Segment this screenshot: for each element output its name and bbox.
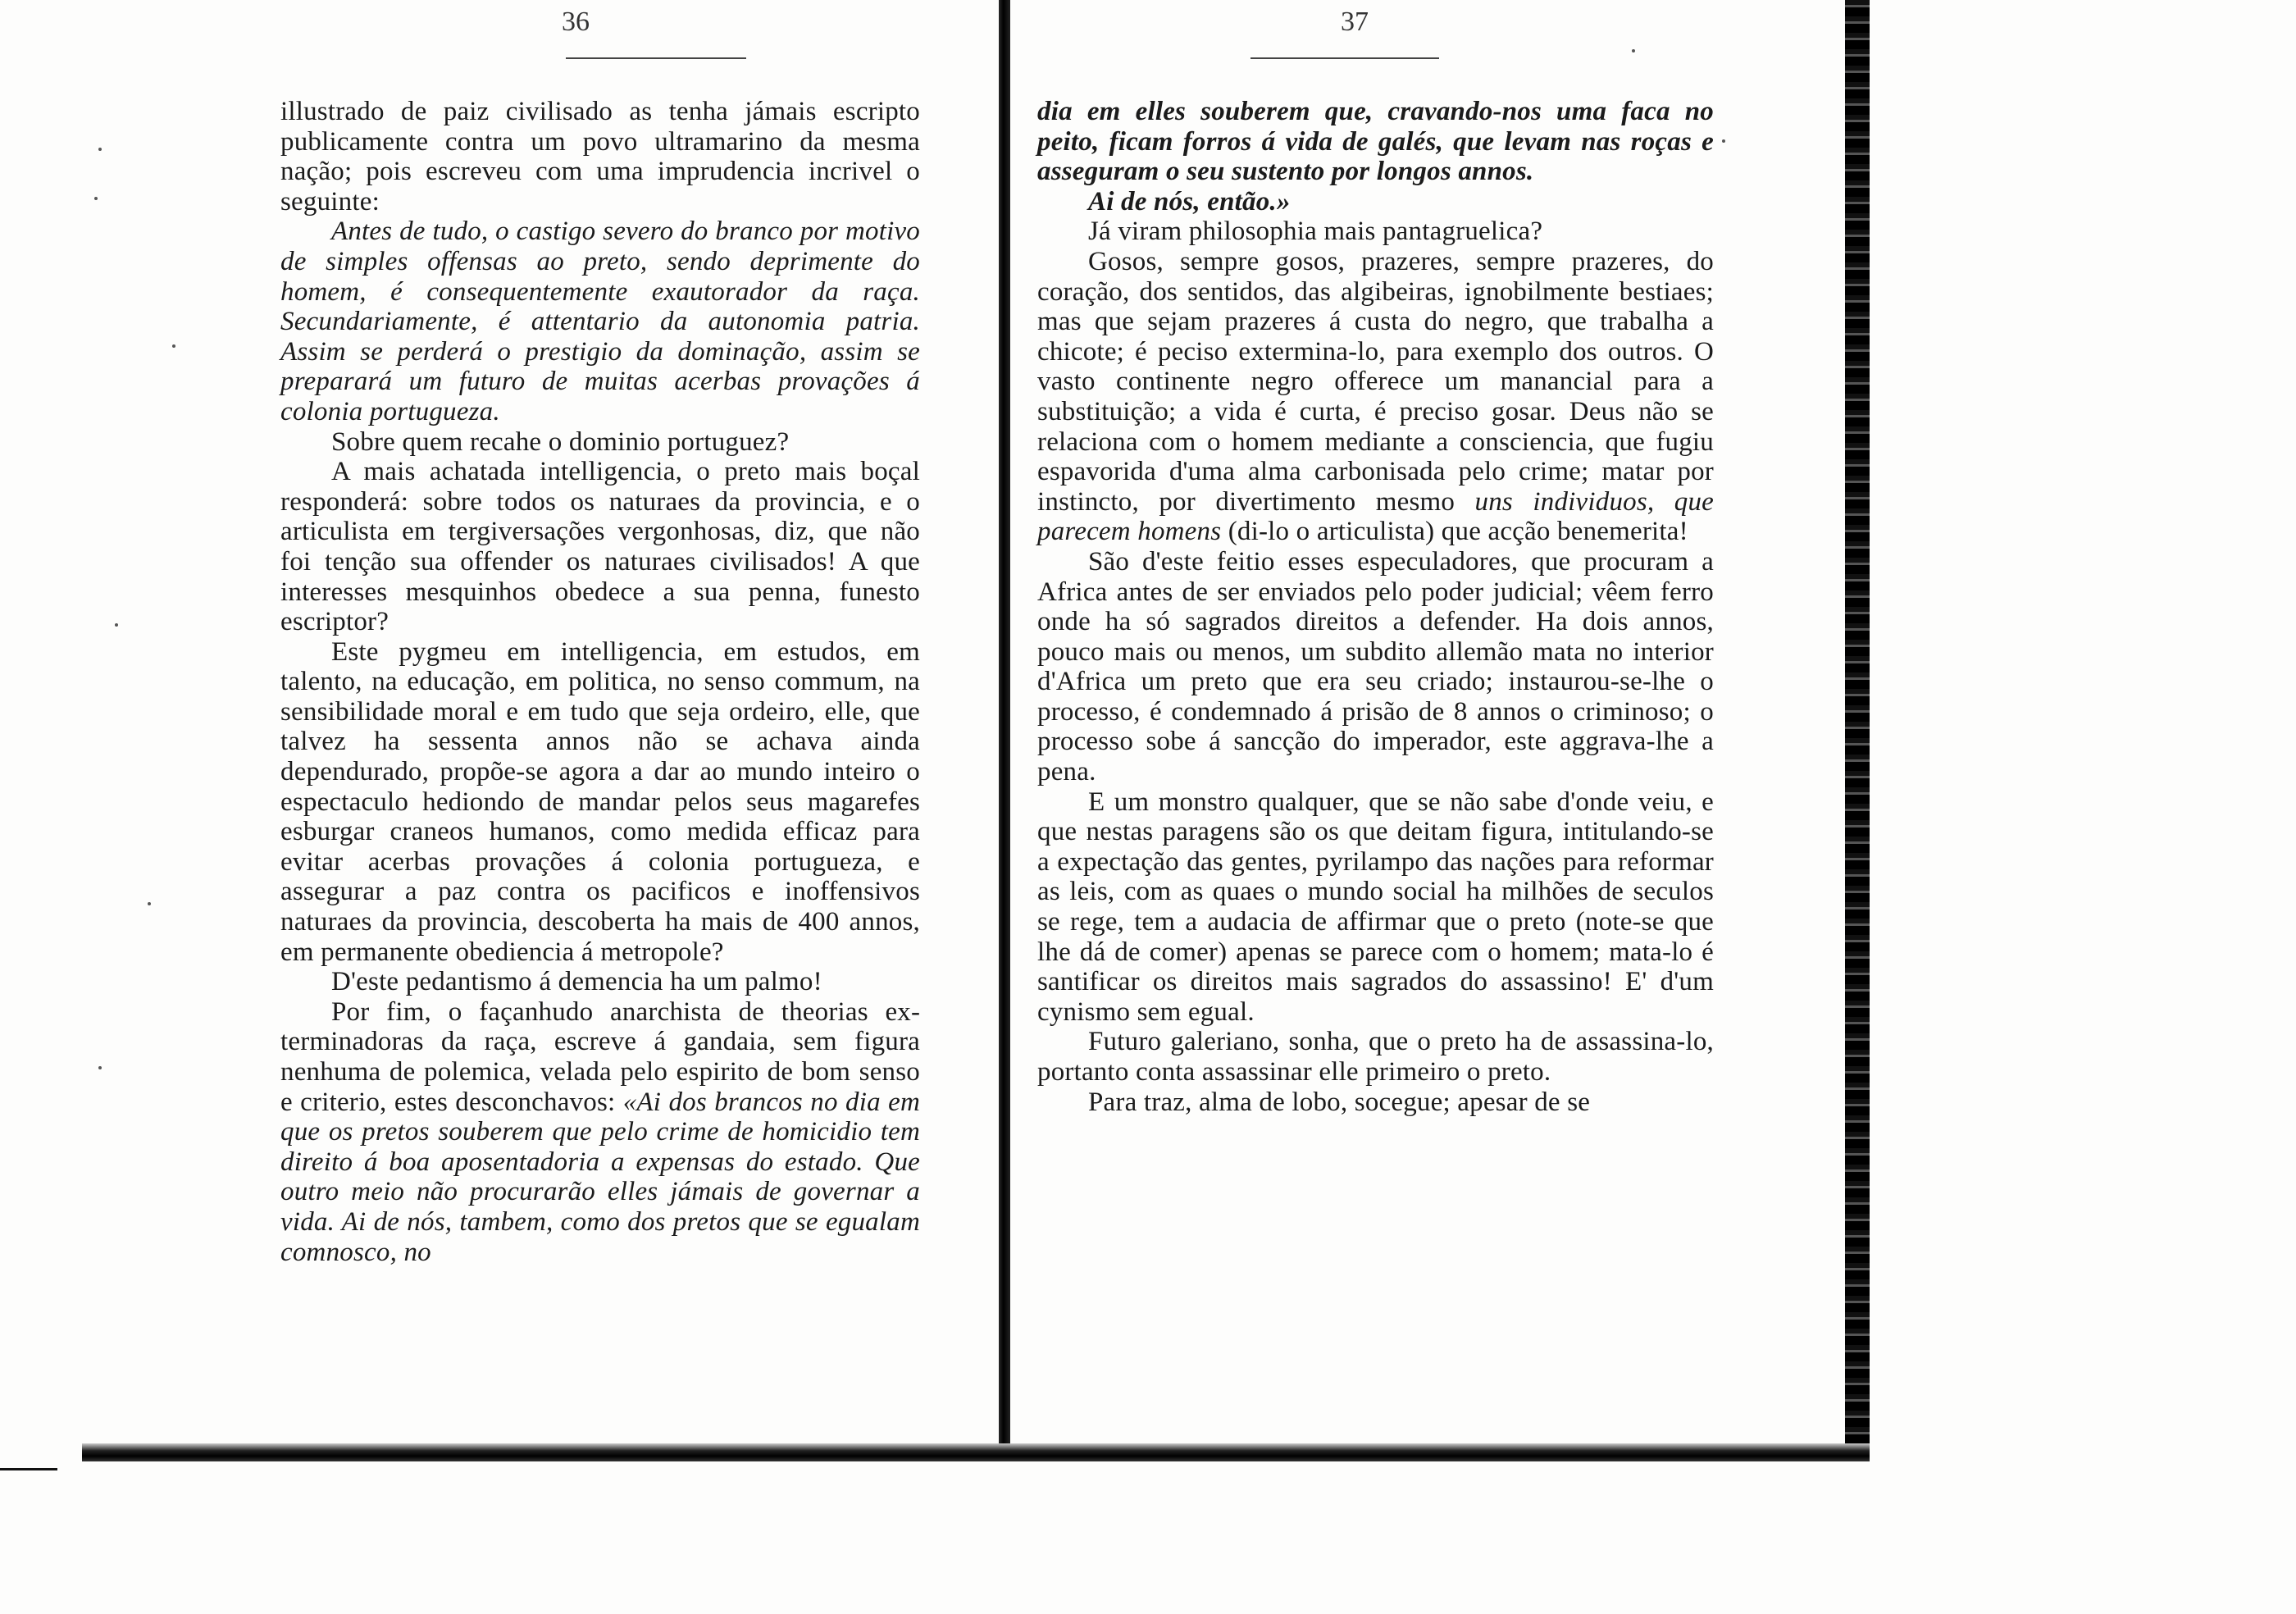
- page-number-left: 36: [562, 7, 590, 37]
- paragraph: São d'este feitio esses especuladores, que procuram a Africa antes de ser enviados pelo poder judicial; vêem ferro onde ha só sagrados direitos a defender. Ha dois annos, pouco mais ou menos, um subdito allemão mata no interior d'Africa um preto que era seu criado; instaurou-se-lhe o processo, é condemnado á prisão de 8 annos o criminoso; o processo sobe á sancção do imperador, este aggrava-lhe a pena.: [1037, 546, 1714, 787]
- paragraph: Já viram philosophia mais pantagruelica?: [1088, 217, 1543, 247]
- scan-speck: [98, 148, 102, 151]
- right-page: [1013, 0, 1874, 1456]
- paragraph: [1037, 187, 1714, 217]
- paragraph: D'este pedantismo á demencia ha um palmo!: [331, 967, 822, 997]
- scan-speck: [94, 197, 98, 200]
- paragraph: A mais achatada intelligencia, o preto mais boçal responderá: sobre todos os naturaes da provincia, e o articulista em tergiversações vergonhosas, diz, que não foi tenção sua offender os naturaes civilisados! A que interesses mesquinhos obedece a sua penna, funesto escriptor?: [280, 457, 920, 637]
- scan-speck: [98, 1066, 102, 1069]
- left-page: [189, 0, 1009, 1456]
- scan-speck: [1722, 139, 1725, 143]
- book-gutter: [999, 0, 1010, 1460]
- paragraph: Para traz, alma de lobo, socegue; apesar de se: [1088, 1087, 1591, 1117]
- quoted-italic: «Ai dos brancos no dia em que os pretos souberem que pelo crime de homicidio tem direito á boa aposentadoria a expensas do estado. Que outro meio não procurarão elles jámais de governar a vida. Ai de nós, tambem, como dos pretos que se egualam comnosco, no: [280, 1087, 921, 1267]
- page-edge-bottom: [82, 1443, 1870, 1461]
- italic-passage: dia em elles souberem que, cravando-nos uma faca no peito, ficam forros á vida de galés, que levam nas roças e asseguram o seu sustento por longos annos.: [1037, 97, 1714, 187]
- italic-phrase: uns individuos, que parecem homens: [1037, 486, 1714, 547]
- italic-passage: Ai de nós, então.»: [1088, 186, 1291, 217]
- paragraph: [280, 217, 920, 426]
- header-rule-right: [1250, 57, 1439, 59]
- paragraph: [280, 997, 920, 1267]
- left-page-body: [280, 97, 920, 1267]
- italic-passage: Antes de tudo, o castigo severo do branco por motivo de simples offensas ao preto, sendo deprimente do homem, é consequentemente exautorador da raça. Secundariamente, é attentario da autonomia patria. Assim se perderá o prestigio da dominação, assim se preparará um futuro de muitas acerbas provações á colonia portugueza.: [280, 217, 920, 426]
- paragraph: [1037, 247, 1714, 547]
- header-rule-left: [566, 57, 746, 59]
- paragraph: E um monstro qualquer, que se não sabe d'onde veiu, e que nestas paragens são os que deitam figura, intitulando-se a expectação das gentes, pyrilampo das nações para reformar as leis, com as quaes o mundo social ha milhões de seculos se rege, tem a audacia de affirmar que o preto (note-se que lhe dá de comer) apenas se parece com o homem; mata-lo é santificar os direitos mais sagrados do assassino! E' d'um cynismo sem egual.: [1037, 786, 1714, 1027]
- scan-mark: [0, 1468, 57, 1470]
- paragraph-text: Por fim, o façanhudo anarchista de theorias exterminadoras da raça, escreve á gandaia, sem figura nenhuma de polemica, velada pelo espirito de bom senso e criterio, estes desconchavos:: [280, 996, 920, 1117]
- right-page-body: [1037, 97, 1714, 1117]
- paragraph: illustrado de paiz civilisado as tenha jámais escripto publicamente contra um povo ultramarino da mesma nação; pois escreveu com uma imprudencia incrivel o seguinte:: [280, 97, 920, 217]
- paragraph-text: Gosos, sempre gosos, prazeres, sempre prazeres, do coração, dos sentidos, das algibeiras, ignobilmente bestiaes; mas que sejam prazeres á custa do negro, que trabalha a chicote; é peciso extermina-lo, para exemplo dos outros. O vasto continente negro offerece um manancial para a substituição; a vida é curta, é preciso gosar. Deus não se relaciona com o homem mediante a consciencia, que fugiu espavorida d'uma alma carbonisada pelo crime; matar por instincto, por divertimento mesmo: [1037, 246, 1714, 517]
- scan-speck: [1632, 49, 1635, 52]
- paragraph: Este pygmeu em intelligencia, em estudos, em talento, na educação, em politica, no senso commum, na sensibilidade moral e em tudo que seja ordeiro, elle, que talvez ha sessenta annos não se achava ainda dependurado, propõe-se agora a dar ao mundo inteiro o espectaculo hediondo de mandar pelos seus magarefes esburgar craneos humanos, como medida efficaz para evitar acerbas provações á colonia portugueza, e assegurar a paz contra os pacificos e inoffensivos naturaes da provincia, descoberta ha mais de 400 annos, em permanente obediencia á metropole?: [280, 636, 920, 967]
- page-edge-right: [1845, 0, 1870, 1460]
- page-number-right: 37: [1341, 7, 1369, 37]
- scan-speck: [172, 344, 175, 348]
- paragraph: Futuro galeriano, sonha, que o preto ha de assassina-lo, portanto conta assassinar elle primeiro o preto.: [1037, 1027, 1714, 1087]
- scan-speck: [148, 902, 151, 905]
- paragraph-text: (di-lo o articulista) que acção benemerita!: [1228, 517, 1688, 547]
- scan-speck: [115, 623, 118, 627]
- paragraph: [1037, 97, 1714, 187]
- paragraph: Sobre quem recahe o dominio portuguez?: [331, 426, 790, 457]
